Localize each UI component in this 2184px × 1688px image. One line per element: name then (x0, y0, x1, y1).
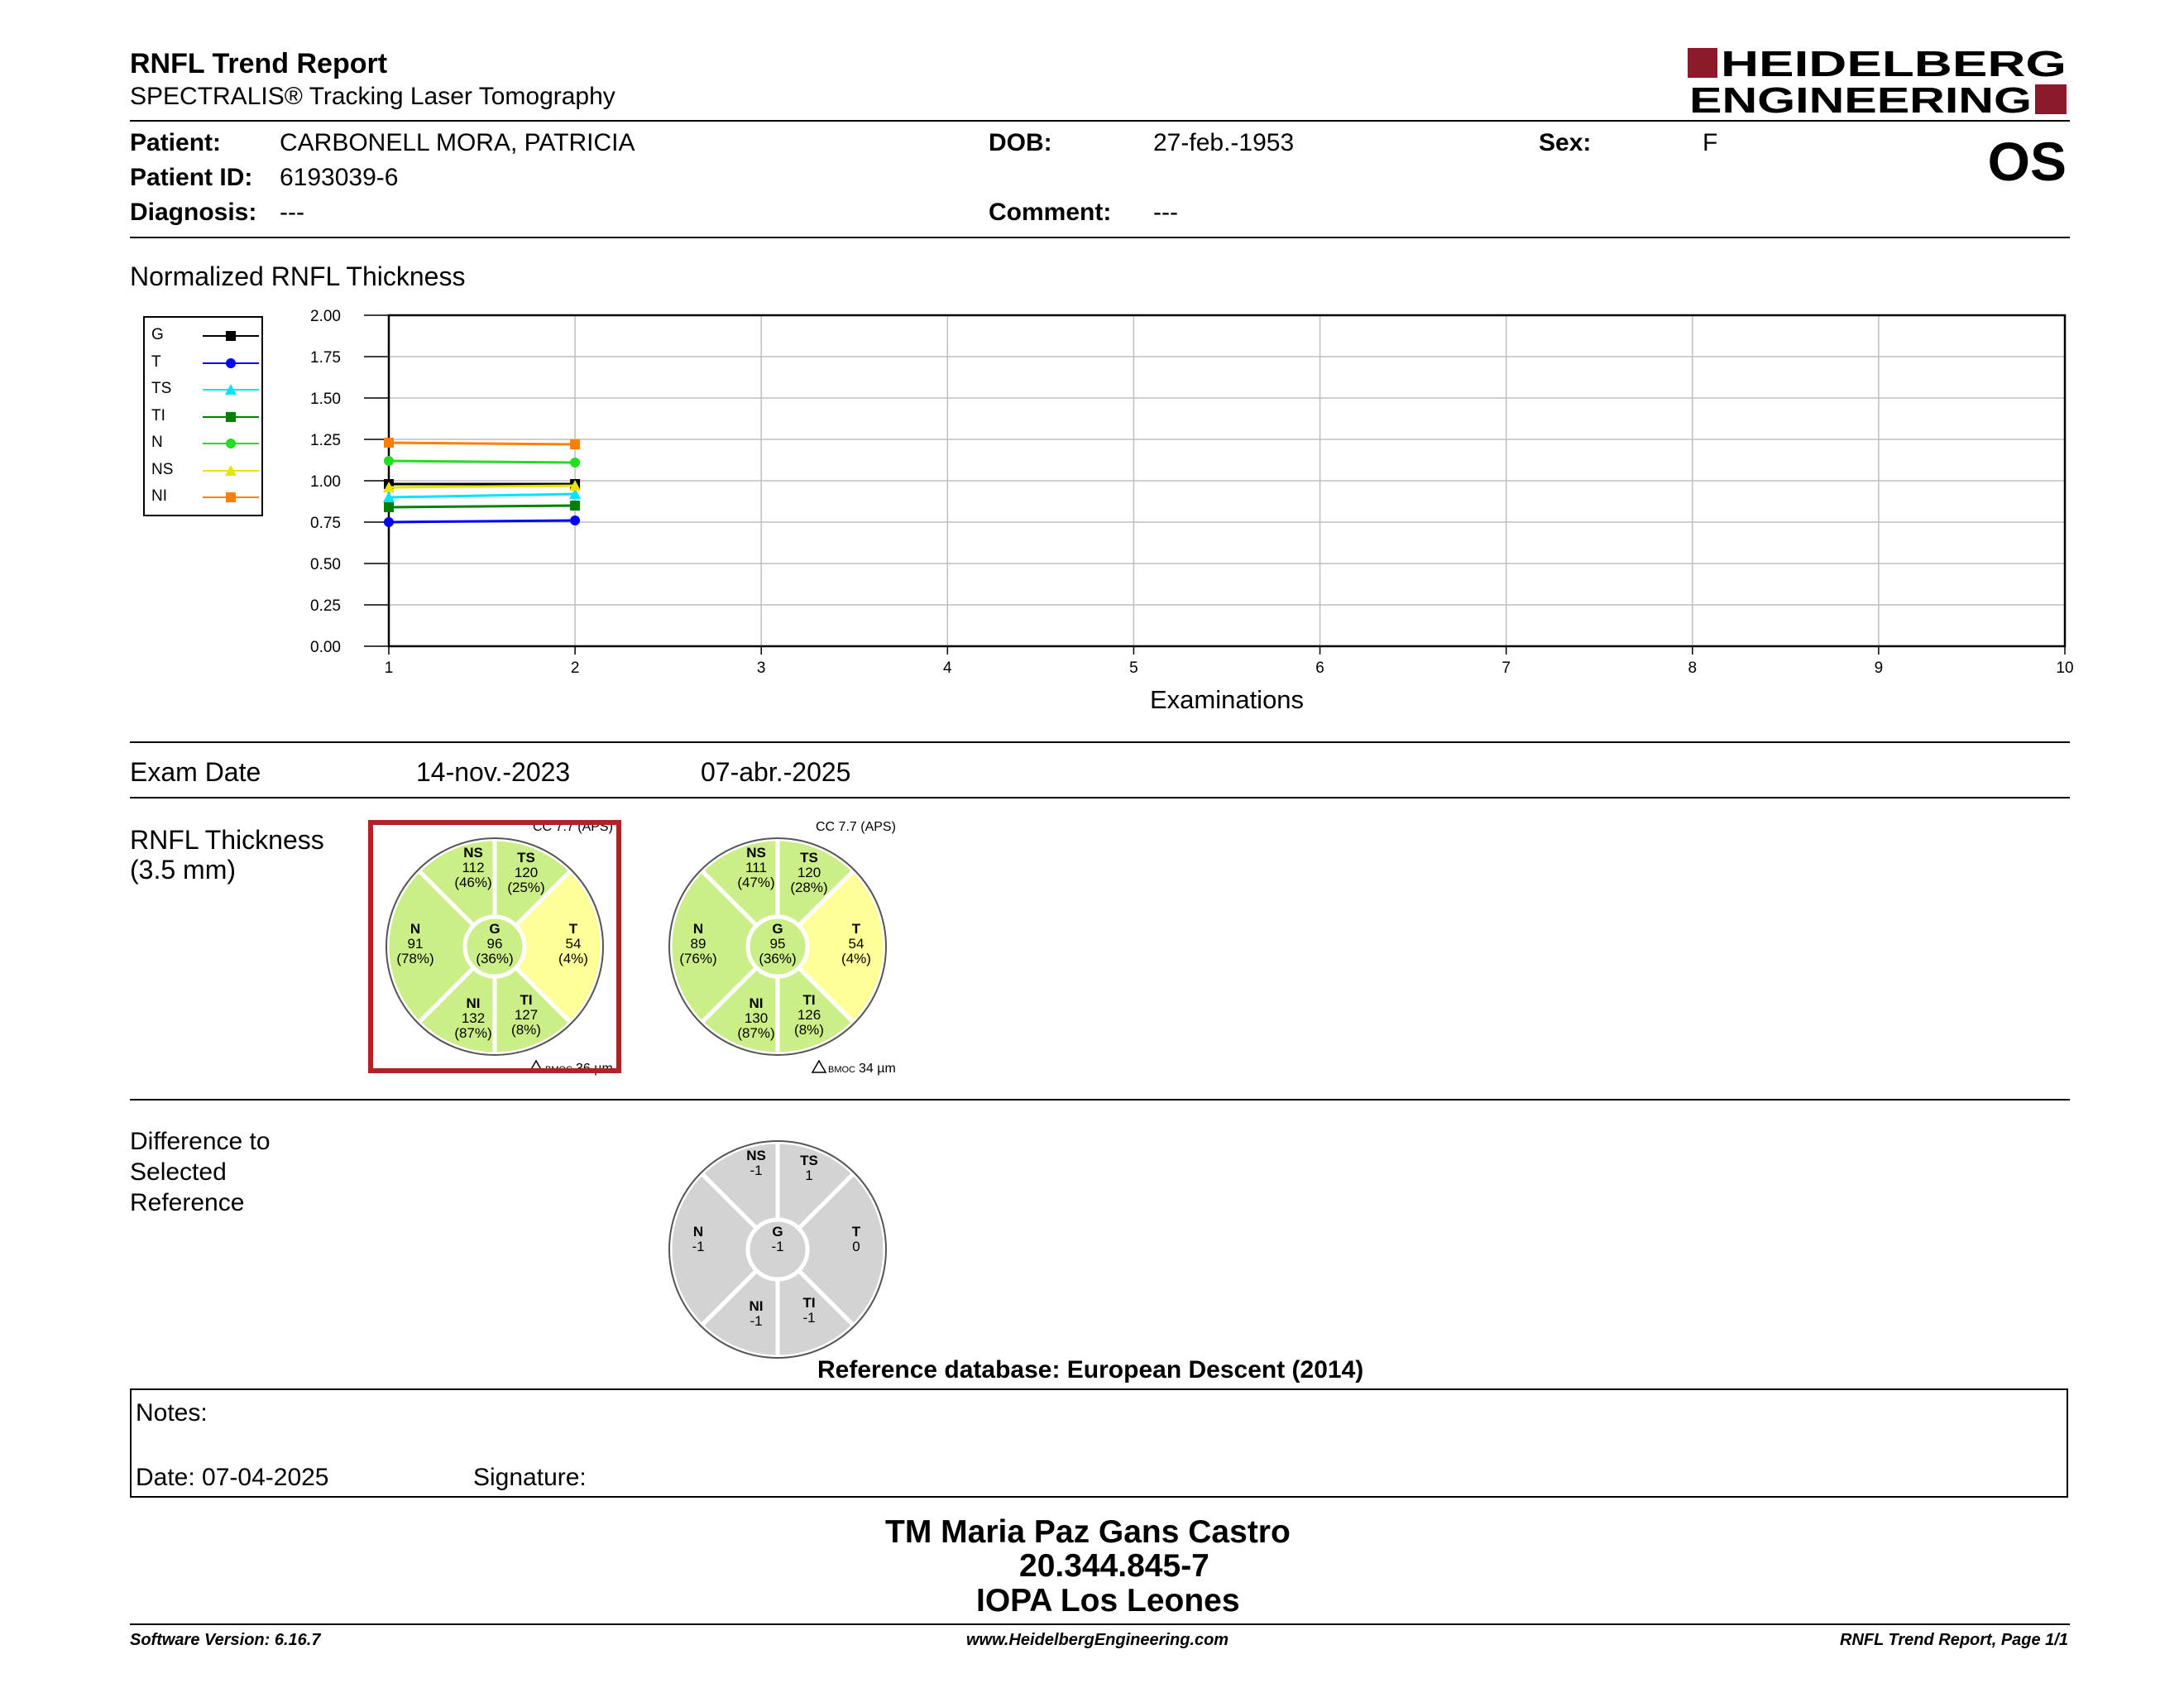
bmoc-label: BMOC (545, 1065, 572, 1075)
sector-value-ns: -1 (750, 1163, 763, 1178)
page-number: RNFL Trend Report, Page 1/1 (1840, 1631, 2068, 1649)
sector-value-ni: 132 (461, 1010, 486, 1026)
x-tick-label: 3 (756, 659, 766, 677)
y-tick-label: 0.25 (310, 597, 341, 615)
y-tick-label: 0.50 (310, 556, 341, 573)
sector-pct-ni: (87%) (454, 1025, 492, 1041)
sector-label-ts: TS (517, 850, 535, 866)
x-tick-label: 7 (1502, 659, 1511, 677)
chart-section-title: Normalized RNFL Thickness (130, 261, 466, 291)
patient-name: CARBONELL MORA, PATRICIA (280, 129, 635, 156)
sector-value-t: 54 (848, 936, 864, 952)
notes-label: Notes: (136, 1399, 208, 1427)
sector-pct-ts: (25%) (507, 880, 545, 895)
x-tick-label: 5 (1129, 659, 1138, 677)
diagnosis-value: --- (280, 199, 304, 226)
sector-value-n: 91 (407, 936, 424, 952)
comment-value: --- (1153, 199, 1178, 226)
exam-date-2: 07-abr.-2025 (701, 757, 851, 787)
x-tick-label: 4 (943, 659, 952, 677)
cc-label: CC 7.7 (APS) (533, 820, 613, 834)
exam-date-label: Exam Date (130, 757, 261, 787)
reference-database: Reference database: European Descent (2014) (817, 1356, 1364, 1383)
sector-label-g: G (489, 921, 500, 937)
bmoc-value: 36 µm (576, 1062, 613, 1076)
legend-label-ns: NS (151, 460, 174, 478)
x-axis-label: Examinations (1149, 685, 1305, 714)
dob-label: DOB: (989, 129, 1052, 156)
sector-value-ns: 112 (462, 860, 485, 875)
sector-value-ni: -1 (750, 1313, 763, 1329)
sector-pct-ti: (8%) (794, 1022, 824, 1038)
sector-pct-g: (36%) (759, 951, 797, 966)
y-tick-label: 2.00 (310, 308, 341, 325)
sector-label-ns: NS (746, 845, 766, 861)
stamp-id: 20.344.845-7 (1019, 1548, 1209, 1584)
y-tick-label: 0.75 (310, 515, 341, 532)
legend-label-g: G (151, 326, 164, 343)
sector-value-ni: 130 (744, 1010, 769, 1026)
patient-label: Patient: (130, 129, 222, 156)
sector-label-t: T (851, 1224, 861, 1240)
exam-date-1: 14-nov.-2023 (416, 757, 571, 787)
eye-label: OS (1987, 131, 2067, 192)
report-title: RNFL Trend Report (130, 48, 388, 79)
sector-pct-ns: (47%) (737, 875, 775, 890)
sector-label-n: N (410, 921, 421, 937)
sector-label-t: T (851, 921, 861, 937)
x-tick-label: 10 (2056, 659, 2074, 677)
sector-label-ns: NS (463, 845, 483, 861)
sector-value-g: -1 (771, 1239, 784, 1254)
sector-label-ti: TI (520, 992, 533, 1008)
y-tick-label: 1.25 (310, 432, 341, 449)
stamp-name: TM Maria Paz Gans Castro (885, 1514, 1291, 1550)
rnfl-circle-2 (669, 820, 896, 1076)
bmoc-label: BMOC (828, 1065, 855, 1075)
rnfl-label-line1: RNFL Thickness (130, 825, 324, 855)
y-tick-label: 1.00 (310, 473, 341, 491)
delta-icon (812, 1061, 826, 1072)
y-tick-label: 0.00 (310, 639, 341, 656)
sector-pct-t: (4%) (558, 951, 588, 966)
x-tick-label: 8 (1688, 659, 1698, 677)
sector-label-ts: TS (800, 1153, 818, 1168)
legend-label-ni: NI (151, 487, 167, 505)
sector-pct-n: (78%) (396, 951, 434, 966)
sector-value-g: 95 (769, 936, 786, 952)
sector-label-ts: TS (800, 850, 818, 866)
sector-value-ti: -1 (802, 1310, 816, 1326)
divider (130, 1099, 2070, 1101)
sector-label-ni: NI (749, 995, 764, 1011)
date-label: Date: 07-04-2025 (136, 1464, 329, 1491)
sector-pct-g: (36%) (476, 951, 514, 966)
sector-label-ns: NS (746, 1148, 766, 1163)
sector-value-ts: 120 (797, 865, 821, 880)
sector-pct-ni: (87%) (737, 1025, 775, 1041)
sector-value-ti: 127 (514, 1007, 539, 1023)
difference-label-line2: Selected (130, 1158, 227, 1186)
x-tick-label: 9 (1874, 659, 1884, 677)
website-link[interactable]: www.HeidelbergEngineering.com (966, 1631, 1229, 1649)
brand-line2: ENGINEERING (1689, 80, 2032, 121)
sector-label-t: T (568, 921, 578, 937)
sector-value-n: -1 (692, 1239, 705, 1254)
divider (130, 1623, 2070, 1625)
sector-label-n: N (692, 921, 704, 937)
sector-label-g: G (772, 1224, 783, 1240)
sector-pct-ns: (46%) (454, 875, 492, 890)
sex-label: Sex: (1539, 129, 1592, 156)
sex-value: F (1703, 129, 1718, 156)
sector-label-ni: NI (466, 995, 481, 1011)
notes-box[interactable] (130, 1388, 2068, 1498)
sector-pct-n: (76%) (679, 951, 717, 966)
sector-label-g: G (772, 921, 783, 937)
comment-label: Comment: (989, 199, 1112, 226)
software-version: Software Version: 6.16.7 (130, 1631, 321, 1649)
sector-pct-ti: (8%) (511, 1022, 541, 1038)
sector-label-ti: TI (802, 1295, 816, 1311)
sector-value-ti: 126 (797, 1007, 821, 1023)
sector-value-ts: 1 (805, 1168, 813, 1183)
difference-label-line3: Reference (130, 1189, 245, 1216)
legend-label-ts: TS (151, 380, 172, 397)
x-tick-label: 1 (384, 659, 394, 677)
y-tick-label: 1.75 (310, 349, 341, 367)
legend-label-n: N (151, 434, 163, 451)
sector-pct-t: (4%) (841, 951, 871, 966)
bmoc-value: 34 µm (859, 1062, 896, 1076)
sector-label-n: N (692, 1224, 704, 1240)
difference-label-line1: Difference to (130, 1128, 271, 1155)
difference-circle (669, 1141, 886, 1358)
sector-value-ns: 111 (745, 860, 767, 875)
y-tick-label: 1.50 (310, 391, 341, 408)
sector-value-g: 96 (486, 936, 503, 952)
sector-value-t: 54 (565, 936, 582, 952)
dob-value: 27-feb.-1953 (1153, 129, 1295, 156)
rnfl-label-line2: (3.5 mm) (130, 855, 236, 885)
rnfl-circle-1 (386, 820, 613, 1076)
cc-label: CC 7.7 (APS) (816, 820, 896, 834)
report-subtitle: SPECTRALIS® Tracking Laser Tomography (130, 83, 615, 110)
sector-value-ts: 120 (514, 865, 539, 880)
x-tick-label: 2 (570, 659, 580, 677)
sector-value-t: 0 (852, 1239, 860, 1254)
legend-label-t: T (151, 352, 161, 371)
x-tick-label: 6 (1315, 659, 1324, 677)
diagnosis-label: Diagnosis: (130, 199, 257, 226)
brand-line1: HEIDELBERG (1721, 44, 2067, 84)
signature-label: Signature: (473, 1464, 587, 1491)
legend-label-ti: TI (151, 406, 165, 424)
sector-label-ni: NI (749, 1298, 764, 1314)
patient-id: 6193039-6 (280, 164, 399, 191)
sector-label-ti: TI (802, 992, 816, 1008)
stamp-institution: IOPA Los Leones (976, 1583, 1240, 1618)
patient-id-label: Patient ID: (130, 164, 253, 191)
sector-pct-ts: (28%) (790, 880, 828, 895)
sector-value-n: 89 (690, 936, 706, 952)
